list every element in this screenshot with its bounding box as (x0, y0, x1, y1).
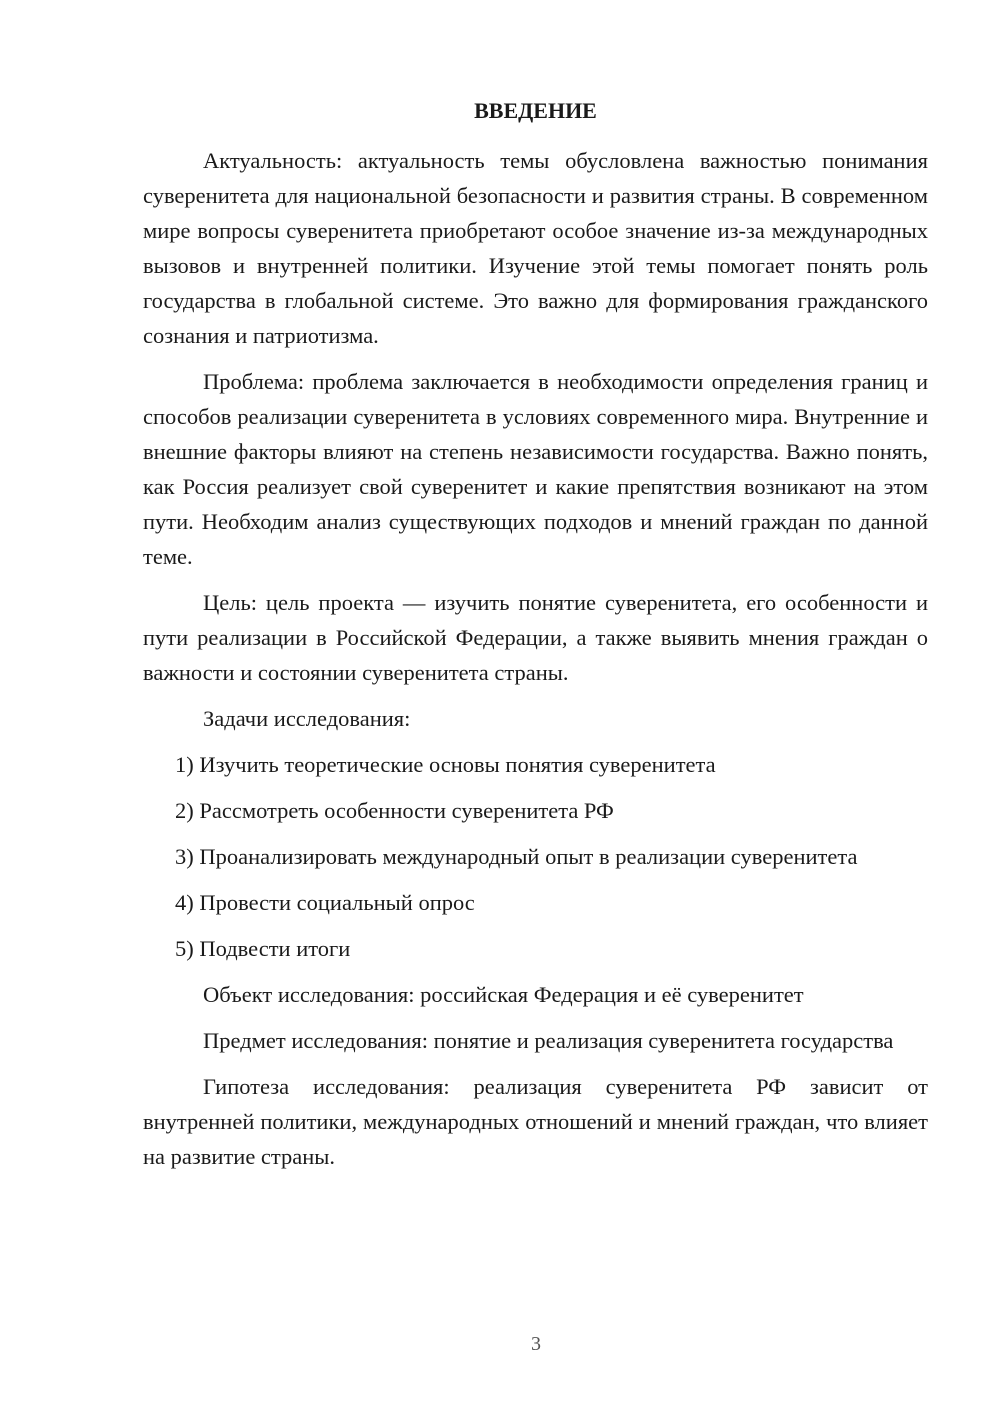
section-title: ВВЕДЕНИЕ (474, 98, 597, 123)
problem-paragraph: Проблема: проблема заключается в необходимости определения границ и способов реализации суверенитета в условиях современного мира. Внутренние и внешние факторы влияют на степень независимости государства. Важно понять, как Россия реализует свой суверенитет и какие препятствия возникают на этом пути. Необходим анализ существующих подходов и мнений граждан по данной теме. (143, 369, 928, 569)
page-number: 3 (531, 1333, 541, 1355)
list-item: 4) Провести социальный опрос (175, 890, 475, 915)
list-item: 1) Изучить теоретические основы понятия суверенитета (175, 752, 716, 777)
document-page (143, 95, 928, 1185)
list-item: 3) Проанализировать международный опыт в реализации суверенитета (175, 844, 858, 869)
subject-paragraph: Предмет исследования: понятие и реализация суверенитета государства (203, 1028, 894, 1053)
tasks-list (143, 747, 928, 966)
tasks-heading: Задачи исследования: (203, 706, 411, 731)
list-item: 2) Рассмотреть особенности суверенитета РФ (175, 798, 614, 823)
list-item: 5) Подвести итоги (175, 936, 351, 961)
hypothesis-paragraph: Гипотеза исследования: реализация суверенитета РФ зависит от внутренней политики, международных отношений и мнений граждан, что влияет на развитие страны. (143, 1074, 928, 1169)
relevance-paragraph: Актуальность: актуальность темы обусловлена важностью понимания суверенитета для национальной безопасности и развития страны. В современном мире вопросы суверенитета приобретают особое значение из-за международных вызовов и внутренней политики. Изучение этой темы помогает понять роль государства в глобальной системе. Это важно для формирования гражданского сознания и патриотизма. (143, 148, 928, 348)
goal-paragraph: Цель: цель проекта — изучить понятие суверенитета, его особенности и пути реализации в Российской Федерации, а также выявить мнения граждан о важности и состоянии суверенитета страны. (143, 590, 928, 685)
object-paragraph: Объект исследования: российская Федерация и её суверенитет (203, 982, 804, 1007)
